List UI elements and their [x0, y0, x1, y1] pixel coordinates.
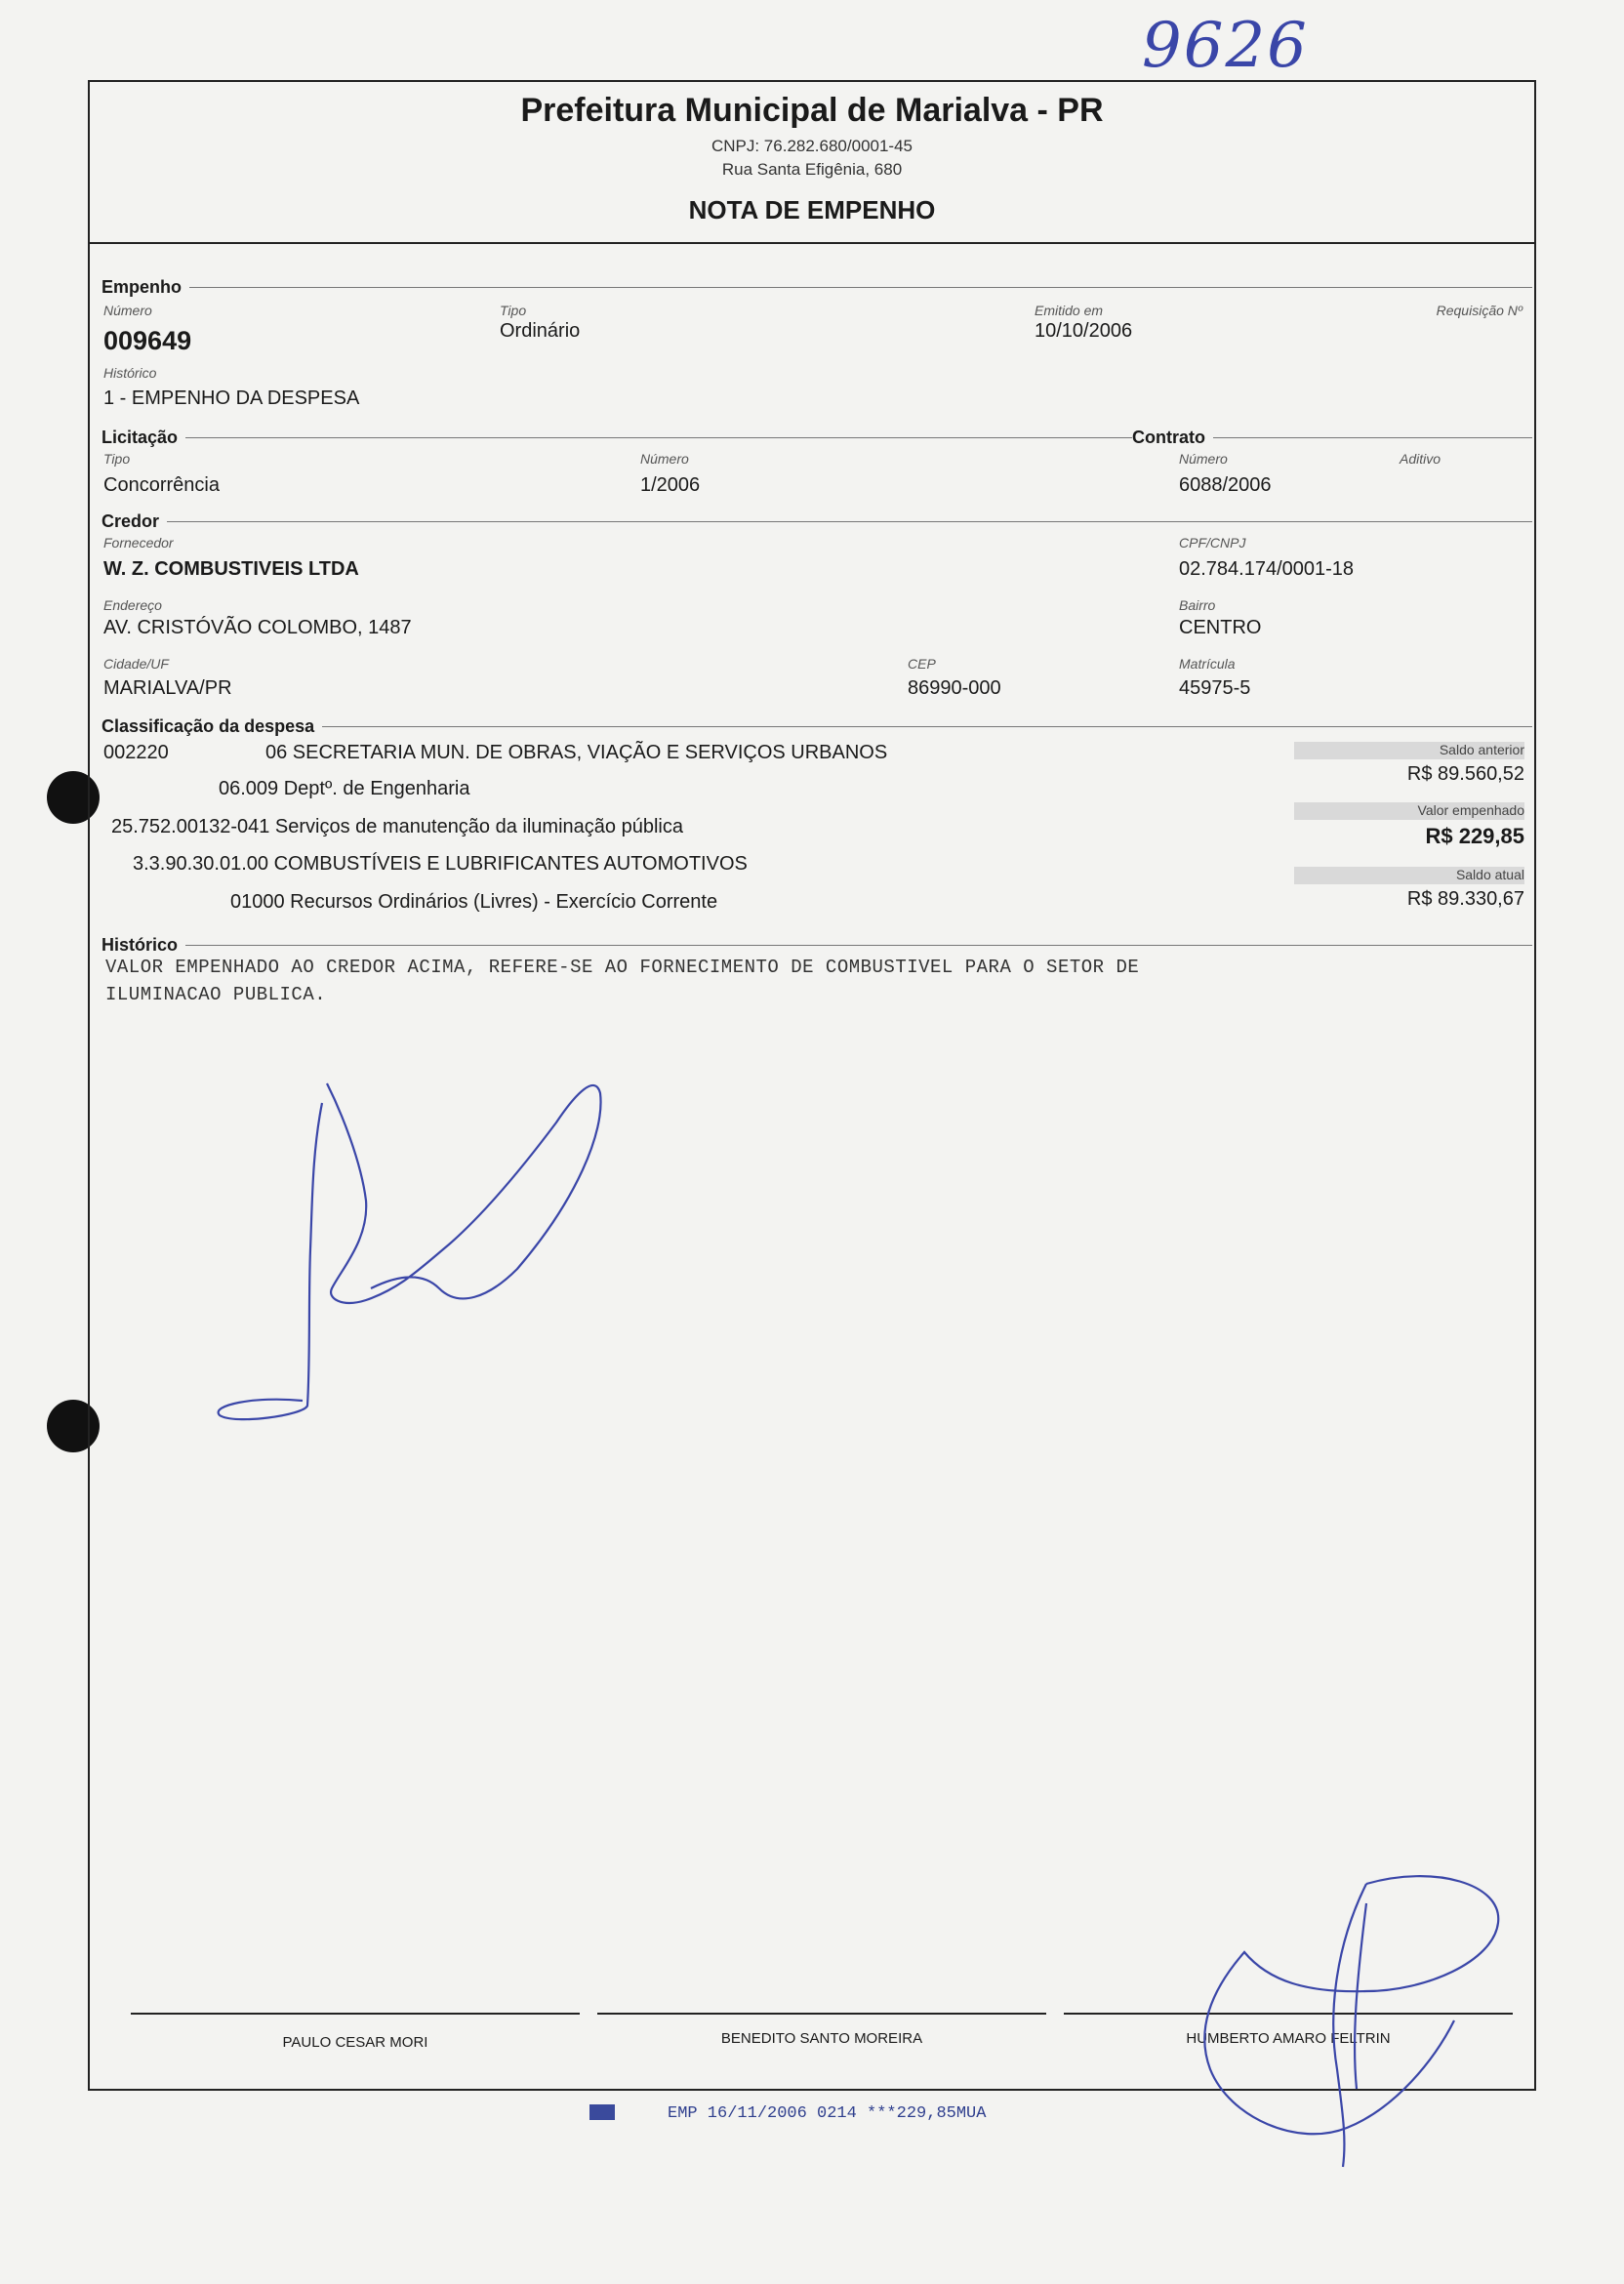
licitacao-rule	[102, 437, 1532, 438]
licitacao-tipo: Concorrência	[103, 474, 220, 496]
classificacao-fonte: 01000 Recursos Ordinários (Livres) - Exercício Corrente	[230, 891, 718, 913]
signature-line-2	[597, 2013, 1046, 2015]
bairro-value: CENTRO	[1179, 617, 1262, 638]
cep-value: 86990-000	[908, 677, 1001, 699]
fornecedor-name: W. Z. COMBUSTIVEIS LTDA	[103, 558, 359, 580]
handwritten-signature-2	[1113, 1845, 1522, 2177]
aditivo-label: Aditivo	[1400, 451, 1441, 467]
valor-empenhado-value: R$ 229,85	[1425, 824, 1524, 848]
cpf-label: CPF/CNPJ	[1179, 535, 1246, 551]
contrato-numero: 6088/2006	[1179, 474, 1272, 496]
processing-stamp: EMP 16/11/2006 0214 ***229,85MUA	[668, 2104, 987, 2123]
contrato-section-title: Contrato	[1132, 428, 1213, 448]
classificacao-code: 002220	[103, 742, 169, 763]
saldo-anterior-value: R$ 89.560,52	[1406, 763, 1524, 785]
saldo-atual-value: R$ 89.330,67	[1406, 888, 1524, 910]
matricula-label: Matrícula	[1179, 656, 1236, 672]
licitacao-numero-label: Número	[640, 451, 689, 467]
document-header	[88, 80, 1536, 244]
cidade-value: MARIALVA/PR	[103, 677, 232, 699]
signature-name-2: BENEDITO SANTO MOREIRA	[720, 2030, 923, 2047]
empenho-rule	[102, 287, 1532, 288]
historico-rule	[102, 945, 1532, 946]
licitacao-numero: 1/2006	[640, 474, 701, 496]
requisicao-label: Requisição Nº	[1436, 303, 1522, 318]
classificacao-elemento: 3.3.90.30.01.00 COMBUSTÍVEIS E LUBRIFICANTES AUTOMOTIVOS	[133, 853, 748, 875]
licitacao-section-title: Licitação	[102, 428, 185, 448]
bairro-label: Bairro	[1179, 597, 1216, 613]
classificacao-section-title: Classificação da despesa	[102, 716, 322, 737]
fornecedor-label: Fornecedor	[103, 535, 174, 551]
signature-name-1: PAULO CESAR MORI	[282, 2034, 428, 2051]
empenho-section-title: Empenho	[102, 277, 189, 298]
empenho-numero-label: Número	[103, 303, 152, 318]
cep-label: CEP	[908, 656, 936, 672]
classificacao-unidade: 06.009 Deptº. de Engenharia	[219, 778, 470, 799]
contrato-numero-label: Número	[1179, 451, 1228, 467]
classificacao-orgao: 06 SECRETARIA MUN. DE OBRAS, VIAÇÃO E SERVIÇOS URBANOS	[265, 742, 888, 763]
header-title: Prefeitura Municipal de Marialva - PR	[520, 92, 1104, 129]
licitacao-tipo-label: Tipo	[103, 451, 131, 467]
header-cnpj: CNPJ: 76.282.680/0001-45	[710, 137, 914, 155]
empenho-numero: 009649	[103, 326, 192, 355]
signature-name-3: HUMBERTO AMARO FELTRIN	[1186, 2030, 1391, 2047]
matricula-value: 45975-5	[1179, 677, 1251, 699]
saldo-anterior-label: Saldo anterior	[1439, 742, 1524, 757]
saldo-atual-label: Saldo atual	[1455, 867, 1524, 882]
historico-line-1: VALOR EMPENHADO AO CREDOR ACIMA, REFERE-SE AO FORNECIMENTO DE COMBUSTIVEL PARA O SETOR DE	[105, 957, 1140, 978]
classificacao-funcional: 25.752.00132-041 Serviços de manutenção da iluminação pública	[111, 816, 683, 837]
empenho-tipo: Ordinário	[500, 320, 581, 342]
signature-line-1	[131, 2013, 580, 2015]
stamp-mark	[589, 2104, 615, 2120]
cidade-label: Cidade/UF	[103, 656, 169, 672]
handwritten-signature	[195, 1044, 625, 1454]
valor-empenhado-label: Valor empenhado	[1417, 802, 1524, 818]
empenho-historico-label: Histórico	[103, 365, 157, 381]
document-title: NOTA DE EMPENHO	[688, 195, 936, 224]
empenho-historico: 1 - EMPENHO DA DESPESA	[103, 387, 360, 409]
header-address: Rua Santa Efigênia, 680	[721, 160, 903, 179]
endereco-value: AV. CRISTÓVÃO COLOMBO, 1487	[103, 617, 412, 638]
credor-section-title: Credor	[102, 511, 167, 532]
endereco-label: Endereço	[103, 597, 162, 613]
emitido-date: 10/10/2006	[1035, 320, 1133, 342]
empenho-tipo-label: Tipo	[500, 303, 527, 318]
emitido-label: Emitido em	[1035, 303, 1104, 318]
historico-section-title: Histórico	[102, 935, 185, 956]
cpf-value: 02.784.174/0001-18	[1179, 558, 1355, 580]
page-number: 9626	[1142, 10, 1309, 82]
historico-line-2: ILUMINACAO PUBLICA.	[105, 984, 327, 1005]
credor-rule	[102, 521, 1532, 522]
